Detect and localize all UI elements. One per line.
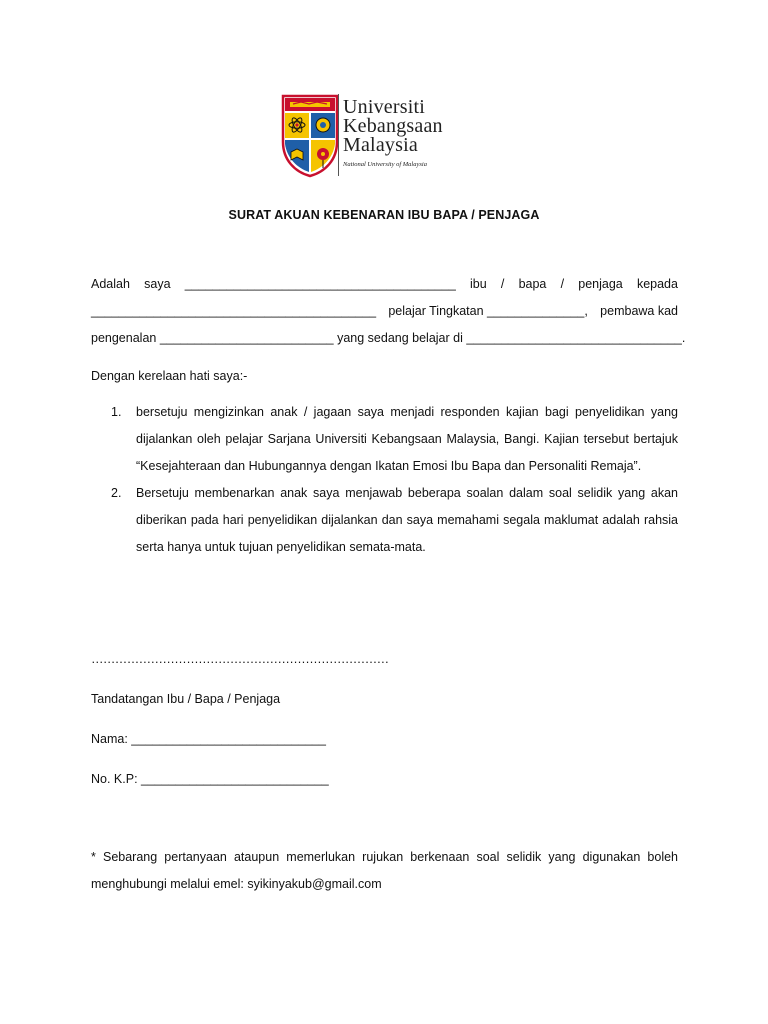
document-title: SURAT AKUAN KEBENARAN IBU BAPA / PENJAGA <box>228 208 540 222</box>
name-field[interactable]: Nama: ____________________________ <box>91 732 326 746</box>
logo-divider <box>338 94 339 176</box>
declaration-word: bapa <box>518 277 547 291</box>
declaration-word: Adalah <box>91 277 130 291</box>
declaration-word: saya <box>144 277 171 291</box>
declaration-word: ibu <box>470 277 487 291</box>
ukm-crest-icon <box>281 94 341 178</box>
declaration-word: / <box>500 277 505 291</box>
declaration-word: penjaga <box>578 277 623 291</box>
signature-line[interactable]: ………………………………………………………………… <box>91 652 389 666</box>
student-form-blank[interactable]: pelajar Tingkatan ______________, <box>388 304 588 318</box>
declaration-word: kepada <box>636 277 678 291</box>
list-item <box>91 480 678 561</box>
list-item-text: Bersetuju membenarkan anak saya menjawab beberapa soalan dalam soal selidik yang akan diberikan pada hari penyelidikan dijalankan dan saya memahami segala maklumat adalah rahsia serta hanya untuk tujuan penyelidikan semata-mata. <box>136 486 678 554</box>
ic-number-field[interactable]: No. K.P: ___________________________ <box>91 772 329 786</box>
list-item-number: 2. <box>111 486 122 500</box>
logo-name-line-2: Kebangsaan <box>343 115 443 137</box>
declaration-word: / <box>560 277 565 291</box>
logo-name-line-1: Universiti <box>343 96 425 118</box>
university-wordmark <box>343 98 443 168</box>
signature-label: Tandatangan Ibu / Bapa / Penjaga <box>91 692 281 706</box>
declaration-word: pembawa kad <box>600 304 678 318</box>
list-item-number: 1. <box>111 405 122 419</box>
list-item <box>91 399 678 480</box>
parent-name-blank[interactable]: _______________________________________ <box>184 277 456 291</box>
consent-list <box>91 399 678 561</box>
university-logo <box>281 94 441 178</box>
declaration-line-1 <box>91 271 678 298</box>
student-name-blank[interactable]: _________________________________________ <box>91 304 377 318</box>
logo-name-line-3: Malaysia <box>343 134 418 156</box>
declaration-line-2 <box>91 298 678 325</box>
list-item-text: bersetuju mengizinkan anak / jagaan saya menjadi responden kajian bagi penyelidikan yang dijalankan oleh pelajar Sarjana Universiti Kebangsaan Malaysia, Bangi. Kajian tersebut bertajuk “Kesejahteraan dan Hubungannya dengan Ikatan Emosi Ibu Bapa dan Personaliti Remaja”. <box>136 405 678 473</box>
consent-intro: Dengan kerelaan hati saya:- <box>91 369 248 383</box>
declaration-line-3: pengenalan _________________________ yang sedang belajar di _______________________________. <box>91 331 686 345</box>
logo-tagline: National University of Malaysia <box>343 161 427 168</box>
declaration-paragraph <box>91 271 686 352</box>
contact-note: * Sebarang pertanyaan ataupun memerlukan rujukan berkenaan soal selidik yang digunakan boleh menghubungi melalui emel: syikinyakub@gmail.com <box>91 850 678 891</box>
